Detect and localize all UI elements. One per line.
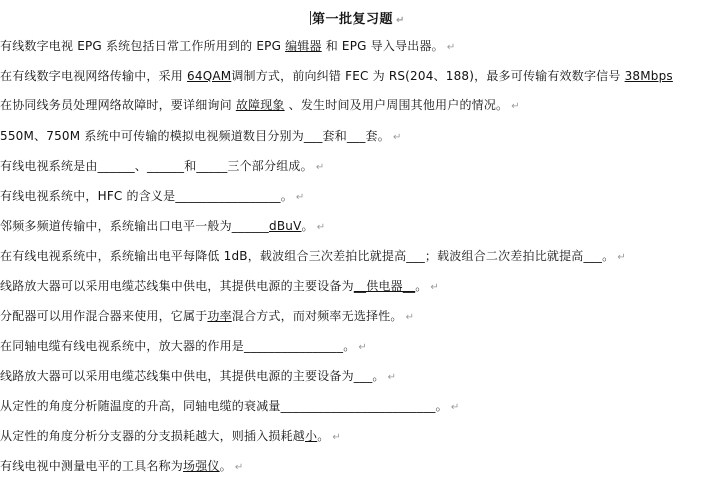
question-text: 。 <box>415 279 428 293</box>
paragraph-mark-icon: ↵ <box>387 372 397 383</box>
question-text: 。 <box>317 429 330 443</box>
answer-text: 场强仪 <box>183 459 220 473</box>
answer-text: 故障现象 <box>235 98 285 112</box>
paragraph-mark-icon: ↵ <box>315 162 325 173</box>
answer-text: 64QAM <box>187 69 232 83</box>
answer-text: 功率 <box>207 309 232 323</box>
question-line <box>0 248 626 266</box>
answer-text: __供电器__ <box>353 279 416 293</box>
question-text: 从定性的角度分析分支器的分支损耗越大，则插入损耗越 <box>0 429 306 443</box>
paragraph-mark-icon: ↵ <box>295 192 305 203</box>
question-text: 邻频多频道传输中，系统输出口电平一般为______ <box>0 219 270 233</box>
answer-text: 编辑器 <box>285 39 322 53</box>
question-text: 在有线电视系统中，系统输出电平每降低 1dB，载波组合三次差拍比就提高___；载波组合二次差拍比就提高___。 <box>0 249 615 263</box>
question-text: 分配器可以用作混合器来使用，它属于 <box>0 309 208 323</box>
paragraph-mark-icon: ↵ <box>430 282 440 293</box>
question-line <box>0 428 341 446</box>
question-text: 混合方式，而对频率无选择性。 <box>231 309 403 323</box>
text-cursor <box>310 11 311 25</box>
question-text: 有线电视系统中，HFC 的含义是_________________。 <box>0 189 293 203</box>
question-text: 和 EPG 导入导出器。 <box>321 39 444 53</box>
question-line <box>0 308 414 326</box>
question-text: 在有线数字电视网络传输中，采用 <box>0 69 188 83</box>
paragraph-mark-icon: ↵ <box>358 342 367 353</box>
question-line <box>0 158 324 176</box>
question-line <box>0 368 396 386</box>
question-text: 550M、750M 系统中可传输的模拟电视频道数目分别为___套和___套。 <box>0 129 390 143</box>
question-text: 。 <box>301 219 314 233</box>
question-text: 。 <box>219 459 232 473</box>
paragraph-mark-icon: ↵ <box>450 402 460 413</box>
question-line <box>0 97 520 115</box>
question-line <box>0 218 325 236</box>
question-text: 调制方式，前向纠错 FEC 为 RS(204、188)，最多可传输有效数字信号 <box>231 69 625 83</box>
paragraph-mark-icon: ↵ <box>234 462 244 473</box>
paragraph-mark-icon: ↵ <box>617 252 626 263</box>
answer-text: 38Mbps <box>624 69 673 83</box>
question-text: 在协同线务员处理网络故障时，要详细询问 <box>0 98 236 112</box>
question-text: 线路放大器可以采用电缆芯线集中供电，其提供电源的主要设备为 <box>0 279 354 293</box>
paragraph-mark-icon: ↵ <box>405 312 415 323</box>
paragraph-mark-icon: ↵ <box>511 101 520 112</box>
answer-text: dBuV <box>269 219 302 233</box>
paragraph-mark-icon: ↵ <box>392 132 402 143</box>
question-text: 在同轴电缆有线电视系统中，放大器的作用是________________。 <box>0 339 356 353</box>
question-text: 有线电视中测量电平的工具名称为 <box>0 459 184 473</box>
question-text: 有线数字电视 EPG 系统包括日常工作所用到的 EPG <box>0 39 286 53</box>
document-title: 第一批复习题 ↵ <box>312 12 405 27</box>
question-text: 线路放大器可以采用电缆芯线集中供电，其提供电源的主要设备为___。 <box>0 369 385 383</box>
question-text: 从定性的角度分析随温度的升高，同轴电缆的衰减量_________________________。 <box>0 399 448 413</box>
paragraph-mark-icon: ↵ <box>396 15 405 26</box>
question-line <box>0 128 402 146</box>
question-line <box>0 338 367 356</box>
question-line <box>0 278 439 296</box>
question-text: 有线电视系统是由______、______和_____三个部分组成。 <box>0 159 313 173</box>
paragraph-mark-icon: ↵ <box>446 42 456 53</box>
question-line <box>0 68 673 84</box>
question-line <box>0 398 459 416</box>
paragraph-mark-icon: ↵ <box>332 432 342 443</box>
question-line <box>0 188 305 206</box>
answer-text: 小 <box>305 429 318 443</box>
question-line <box>0 458 243 476</box>
question-text: 、发生时间及用户周围其他用户的情况。 <box>284 98 509 112</box>
question-line <box>0 38 455 56</box>
paragraph-mark-icon: ↵ <box>316 222 326 233</box>
